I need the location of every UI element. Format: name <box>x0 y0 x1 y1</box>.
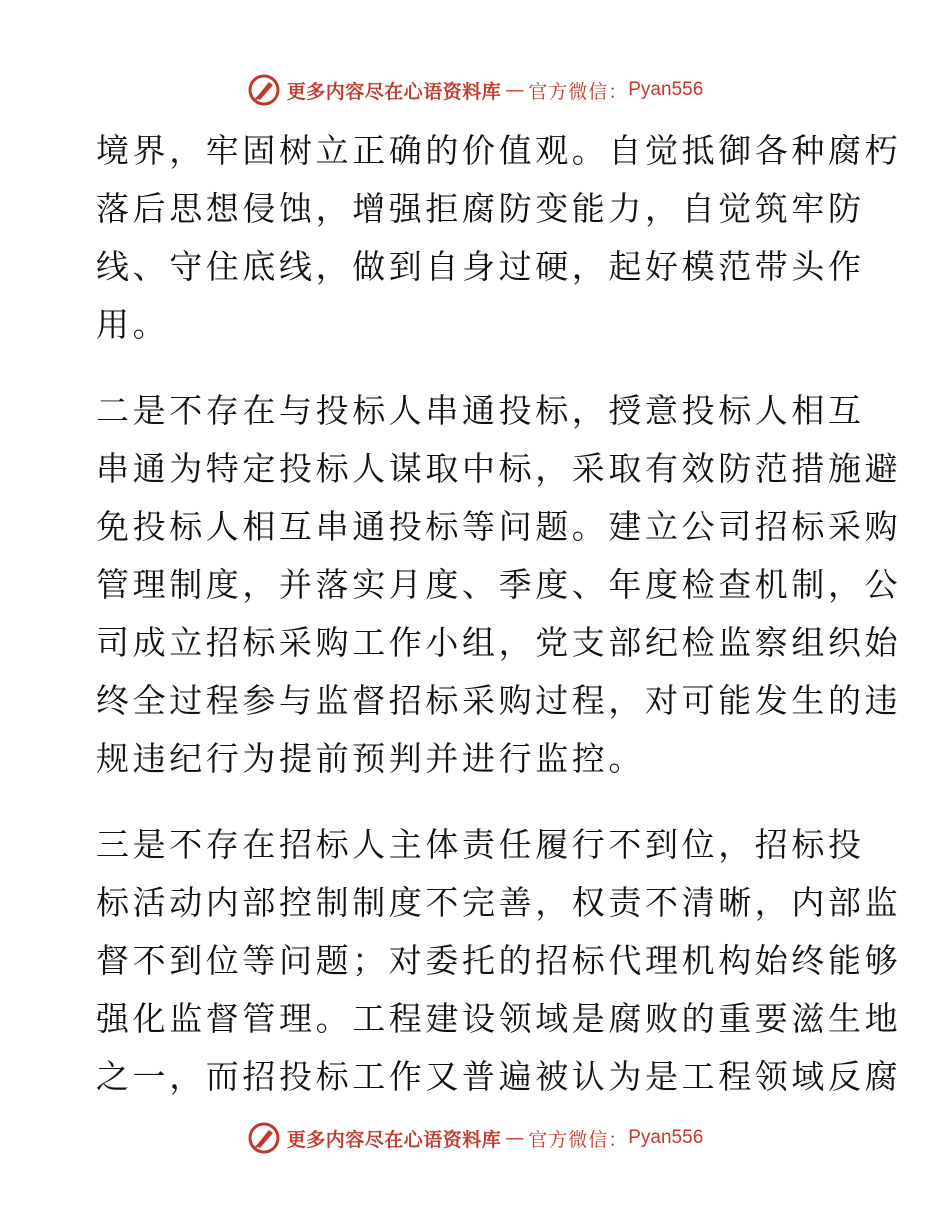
text-line: 落后思想侵蚀，增强拒腐防变能力，自觉筑牢防 <box>96 189 865 228</box>
watermark-separator: — <box>505 1127 525 1149</box>
quill-logo-icon <box>247 1121 281 1155</box>
text-line: 之一，而招投标工作又普遍被认为是工程领域反腐 <box>96 1057 902 1096</box>
text-line: 二是不存在与投标人串通投标，授意投标人相互 <box>96 391 865 430</box>
watermark-handle: Pyan556 <box>628 1127 704 1148</box>
watermark-brand: 更多内容尽在心语资料库 <box>286 1128 502 1151</box>
text-line: 标活动内部控制制度不完善，权责不清晰，内部监 <box>96 883 902 922</box>
watermark-separator: — <box>505 79 525 101</box>
text-line: 用。 <box>96 305 170 344</box>
header-watermark <box>0 70 950 110</box>
watermark-handle: Pyan556 <box>628 79 704 100</box>
watermark-brand: 更多内容尽在心语资料库 <box>286 80 502 103</box>
paragraph-2 <box>96 382 902 788</box>
text-line: 三是不存在招标人主体责任履行不到位，招标投 <box>96 825 865 864</box>
text-line: 线、守住底线，做到自身过硬，起好模范带头作 <box>96 247 865 286</box>
quill-logo-icon <box>247 73 281 107</box>
watermark-label: 官方微信： <box>528 80 629 103</box>
text-line: 规违纪行为提前预判并进行监控。 <box>96 739 645 778</box>
text-line: 管理制度，并落实月度、季度、年度检查机制，公 <box>96 565 902 604</box>
text-line: 强化监督管理。工程建设领域是腐败的重要滋生地 <box>96 999 902 1038</box>
text-line: 司成立招标采购工作小组，党支部纪检监察组织始 <box>96 623 902 662</box>
footer-watermark <box>0 1118 950 1158</box>
paragraph-3 <box>96 816 902 1106</box>
watermark-label: 官方微信： <box>528 1128 629 1151</box>
document-body <box>96 122 902 1106</box>
text-line: 免投标人相互串通投标等问题。建立公司招标采购 <box>96 507 902 546</box>
text-line: 终全过程参与监督招标采购过程，对可能发生的违 <box>96 681 902 720</box>
text-line: 串通为特定投标人谋取中标，采取有效防范措施避 <box>96 449 902 488</box>
paragraph-1 <box>96 122 902 354</box>
text-line: 督不到位等问题；对委托的招标代理机构始终能够 <box>96 941 902 980</box>
text-line: 境界，牢固树立正确的价值观。自觉抵御各种腐朽 <box>96 131 902 170</box>
